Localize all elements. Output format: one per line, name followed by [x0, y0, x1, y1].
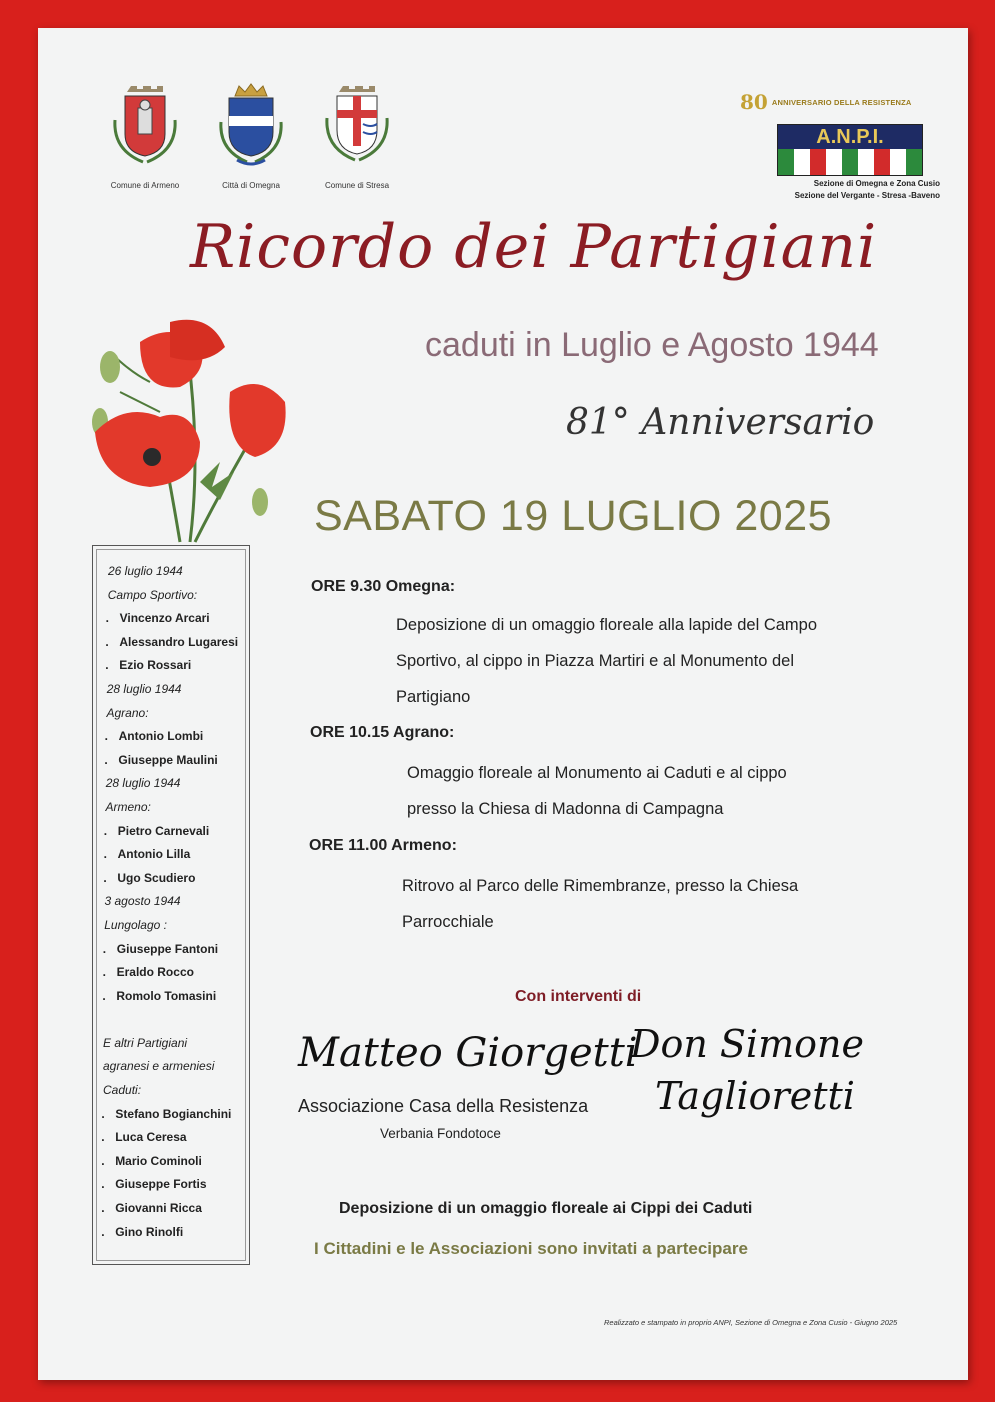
anpi-logo	[740, 90, 940, 200]
interventi-label: Con interventi di	[515, 988, 642, 1005]
crest-stresa	[312, 80, 402, 190]
fallen-names-list	[98, 560, 248, 1244]
names-section-header: Campo Sportivo:	[107, 587, 198, 602]
fallen-name-item	[98, 1150, 248, 1174]
fallen-name-item	[98, 985, 248, 1009]
stresa-coat-of-arms-icon	[317, 80, 397, 175]
names-section-header: 28 luglio 1944	[105, 776, 181, 791]
closing-deposizione: Deposizione di un omaggio floreale ai Cippi dei Caduti	[339, 1200, 753, 1217]
schedule-line: Sportivo, al cippo in Piazza Martiri e al Monumento del	[396, 652, 795, 670]
schedule-line: Partigiano	[396, 688, 471, 706]
schedule-time-omegna: ORE 9.30 Omegna:	[311, 578, 456, 595]
fallen-name-item	[98, 1197, 248, 1221]
schedule-desc-armeno	[402, 868, 798, 940]
bullet-dot: .	[103, 870, 107, 885]
crest-omegna	[206, 80, 296, 190]
speaker1-place: Verbania Fondotoce	[380, 1126, 501, 1141]
fallen-name-item	[98, 938, 248, 962]
bullet-dot: .	[103, 847, 107, 862]
anpi-anniversary-number: 80	[740, 90, 768, 114]
poster-subtitle: caduti in Luglio e Agosto 1944	[425, 326, 879, 364]
bullet-dot: .	[102, 965, 106, 980]
names-section-header: Armeno:	[105, 799, 151, 814]
names-section-header: Lungolago :	[104, 917, 167, 932]
speaker1-organization: Associazione Casa della Resistenza	[298, 1096, 589, 1116]
fallen-name-item	[98, 1221, 248, 1245]
names-spacer	[98, 1008, 248, 1032]
bullet-dot: .	[101, 1224, 105, 1239]
fallen-name-item	[98, 1126, 248, 1150]
names-section-header: Caduti:	[103, 1083, 142, 1098]
anniversary-label: 81° Anniversario	[566, 402, 875, 443]
closing-invitation: I Cittadini e le Associazioni sono invitati a partecipare	[314, 1239, 748, 1258]
fallen-name-item	[98, 820, 248, 844]
bullet-dot: .	[101, 1201, 105, 1216]
bullet-dot: .	[102, 941, 107, 956]
armeno-coat-of-arms-icon	[105, 80, 185, 175]
schedule-line: Parrocchiale	[402, 913, 494, 931]
fallen-name-item	[98, 725, 248, 749]
fallen-name-item	[98, 843, 248, 867]
schedule-line: Omaggio floreale al Monumento ai Caduti e al cippo	[407, 764, 787, 782]
fallen-name-text: Gino Rinolfi	[115, 1224, 184, 1239]
schedule-time-agrano: ORE 10.15 Agrano:	[310, 724, 455, 741]
bullet-dot: .	[104, 752, 108, 767]
names-section-header: 3 agosto 1944	[104, 894, 181, 909]
bullet-dot: .	[103, 823, 108, 838]
fallen-name-text: Giuseppe Maulini	[118, 752, 218, 767]
schedule-desc-agrano	[407, 755, 787, 827]
names-section-header: E altri Partigiani	[103, 1035, 188, 1050]
fallen-name-item	[98, 961, 248, 985]
fallen-name-text: Mario Cominoli	[115, 1153, 202, 1168]
bullet-dot: .	[105, 658, 109, 673]
bullet-dot: .	[101, 1177, 105, 1192]
bullet-dot: .	[105, 611, 109, 626]
fallen-name-text: Antonio Lilla	[117, 847, 191, 862]
speaker1-signature: Matteo Giorgetti	[298, 1030, 638, 1076]
bullet-dot: .	[101, 1153, 105, 1168]
anpi-anniversary-text: ANNIVERSARIO DELLA RESISTENZA	[771, 97, 912, 107]
crest-armeno	[100, 80, 190, 190]
fallen-name-text: Alessandro Lugaresi	[119, 634, 239, 649]
fallen-name-item	[98, 1173, 248, 1197]
schedule-desc-omegna	[396, 607, 817, 715]
speaker2-signature-line2: Taglioretti	[655, 1074, 855, 1118]
fallen-name-text: Giuseppe Fortis	[115, 1177, 207, 1192]
schedule-line: Ritrovo al Parco delle Rimembranze, presso la Chiesa	[402, 877, 799, 895]
fallen-name-text: Ugo Scudiero	[117, 870, 196, 885]
fallen-name-text: Stefano Bogianchini	[115, 1106, 232, 1121]
schedule-line: presso la Chiesa di Madonna di Campagna	[407, 800, 724, 818]
names-section-header: 26 luglio 1944	[108, 564, 183, 578]
crest-caption: Comune di Armeno	[110, 181, 180, 190]
fallen-name-text: Ezio Rossari	[119, 658, 192, 673]
fallen-name-item	[98, 867, 248, 891]
event-date: SABATO 19 LUGLIO 2025	[314, 492, 833, 540]
fallen-name-text: Romolo Tomasini	[116, 988, 217, 1003]
fallen-name-item	[98, 654, 248, 678]
names-section-header: agranesi e armeniesi	[103, 1059, 215, 1074]
fallen-name-text: Giuseppe Fantoni	[116, 941, 219, 956]
bullet-dot: .	[101, 1106, 105, 1121]
bullet-dot: .	[101, 1130, 105, 1145]
fallen-name-item	[98, 1103, 248, 1127]
anpi-section-line1: Sezione di Omegna e Zona Cusio	[813, 179, 940, 188]
poppies-illustration	[80, 312, 305, 547]
crest-caption: Comune di Stresa	[324, 181, 390, 190]
printer-credit: Realizzato e stampato in proprio ANPI, Sezione di Omegna e Zona Cusio - Giugno 2025	[604, 1318, 898, 1327]
fallen-name-text: Eraldo Rocco	[116, 965, 194, 980]
bullet-dot: .	[105, 634, 109, 649]
fallen-name-text: Pietro Carnevali	[117, 823, 210, 838]
schedule-time-armeno: ORE 11.00 Armeno:	[309, 837, 457, 854]
fallen-name-text: Antonio Lombi	[118, 729, 204, 744]
omegna-coat-of-arms-icon	[211, 80, 291, 175]
bullet-dot: .	[104, 729, 108, 744]
anpi-logo-text: A.N.P.I.	[816, 125, 884, 148]
anpi-badge	[777, 124, 923, 176]
speaker2-signature-line1: Don Simone	[630, 1022, 864, 1066]
fallen-name-text: Vincenzo Arcari	[119, 611, 210, 626]
poster-title: Ricordo dei Partigiani	[190, 212, 878, 282]
names-section-header: Agrano:	[106, 705, 149, 720]
crest-caption: Città di Omegna	[222, 181, 280, 190]
anpi-section-line2: Sezione del Vergante - Stresa -Baveno	[794, 191, 940, 200]
names-section-header: 28 luglio 1944	[106, 681, 182, 696]
fallen-name-item	[98, 749, 248, 773]
schedule-line: Deposizione di un omaggio floreale alla lapide del Campo	[396, 616, 818, 634]
bullet-dot: .	[102, 988, 106, 1003]
fallen-name-text: Giovanni Ricca	[115, 1201, 202, 1216]
tricolore-stripes	[778, 149, 922, 175]
fallen-name-item	[98, 631, 248, 655]
fallen-name-text: Luca Ceresa	[115, 1130, 187, 1145]
fallen-name-item	[98, 607, 248, 631]
